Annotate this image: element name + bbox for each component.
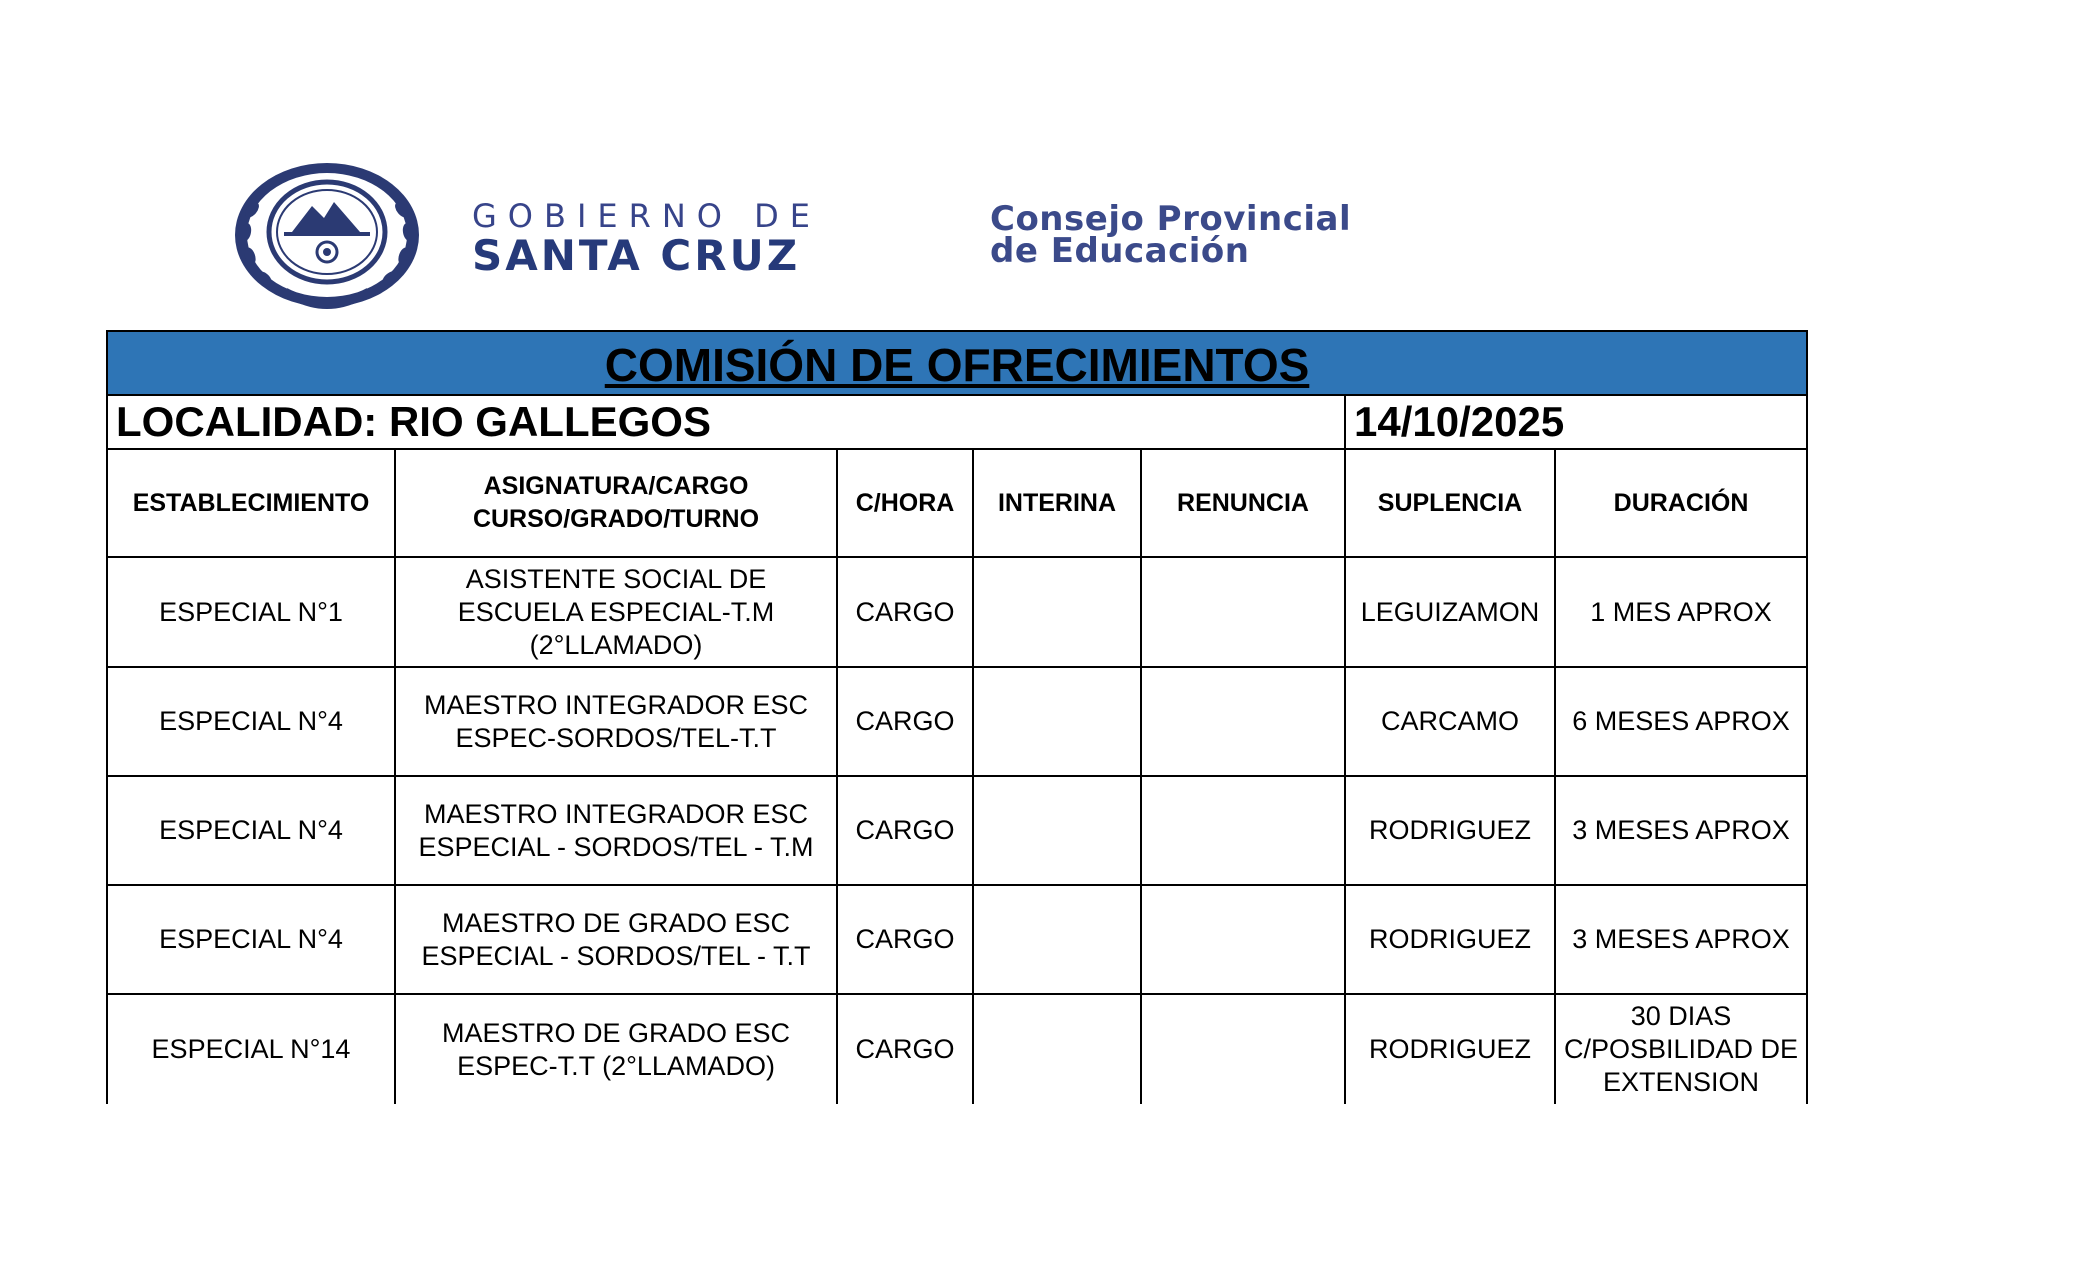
cell-establecimiento: ESPECIAL N°1 xyxy=(107,557,395,667)
cell-duracion: 30 DIAS C/POSBILIDAD DE EXTENSION xyxy=(1555,994,1807,1104)
cell-interina xyxy=(973,667,1141,776)
cell-asignatura: ASISTENTE SOCIAL DE ESCUELA ESPECIAL-T.M (2°LLAMADO) xyxy=(395,557,837,667)
cell-establecimiento: ESPECIAL N°4 xyxy=(107,667,395,776)
cell-establecimiento: ESPECIAL N°4 xyxy=(107,776,395,885)
cell-interina xyxy=(973,557,1141,667)
offers-table xyxy=(106,330,1808,1104)
locality-label: LOCALIDAD: RIO GALLEGOS xyxy=(107,395,1345,449)
council-line-2: de Educación xyxy=(990,231,1250,271)
column-header-suplencia: SUPLENCIA xyxy=(1345,449,1555,557)
santa-cruz-seal-logo xyxy=(232,160,422,310)
cell-renuncia xyxy=(1141,776,1345,885)
cell-duracion: 3 MESES APROX xyxy=(1555,776,1807,885)
council-wordmark xyxy=(990,199,1352,271)
cell-duracion: 1 MES APROX xyxy=(1555,557,1807,667)
column-header-establecimiento: ESTABLECIMIENTO xyxy=(107,449,395,557)
cell-chora: CARGO xyxy=(837,557,973,667)
column-header-interina: INTERINA xyxy=(973,449,1141,557)
council-line-1: Consejo Provincial xyxy=(990,199,1352,239)
government-wordmark xyxy=(472,198,821,278)
cell-chora: CARGO xyxy=(837,994,973,1104)
cell-suplencia: RODRIGUEZ xyxy=(1345,776,1555,885)
cell-renuncia xyxy=(1141,885,1345,994)
cell-chora: CARGO xyxy=(837,776,973,885)
table-row xyxy=(107,667,1807,776)
cell-renuncia xyxy=(1141,557,1345,667)
cell-establecimiento: ESPECIAL N°14 xyxy=(107,994,395,1104)
table-row xyxy=(107,994,1807,1104)
cell-renuncia xyxy=(1141,667,1345,776)
title-row xyxy=(107,331,1807,395)
column-header-renuncia: RENUNCIA xyxy=(1141,449,1345,557)
cell-interina xyxy=(973,885,1141,994)
column-header-asignatura: ASIGNATURA/CARGO CURSO/GRADO/TURNO xyxy=(395,449,837,557)
cell-renuncia xyxy=(1141,994,1345,1104)
cell-duracion: 6 MESES APROX xyxy=(1555,667,1807,776)
cell-chora: CARGO xyxy=(837,885,973,994)
cell-suplencia: LEGUIZAMON xyxy=(1345,557,1555,667)
cell-interina xyxy=(973,776,1141,885)
province-name: SANTA CRUZ xyxy=(472,231,801,280)
cell-suplencia: RODRIGUEZ xyxy=(1345,994,1555,1104)
column-header-row xyxy=(107,449,1807,557)
offer-date: 14/10/2025 xyxy=(1345,395,1807,449)
government-label: GOBIERNO DE xyxy=(472,197,821,235)
table-row xyxy=(107,885,1807,994)
cell-suplencia: CARCAMO xyxy=(1345,667,1555,776)
cell-duracion: 3 MESES APROX xyxy=(1555,885,1807,994)
table-row xyxy=(107,557,1807,667)
cell-establecimiento: ESPECIAL N°4 xyxy=(107,885,395,994)
cell-asignatura: MAESTRO INTEGRADOR ESC ESPECIAL - SORDOS/TEL - T.M xyxy=(395,776,837,885)
table-title: COMISIÓN DE OFRECIMIENTOS xyxy=(107,331,1807,395)
cell-asignatura: MAESTRO DE GRADO ESC ESPEC-T.T (2°LLAMADO) xyxy=(395,994,837,1104)
cell-asignatura: MAESTRO INTEGRADOR ESC ESPEC-SORDOS/TEL-T.T xyxy=(395,667,837,776)
locality-row xyxy=(107,395,1807,449)
table-row xyxy=(107,776,1807,885)
cell-chora: CARGO xyxy=(837,667,973,776)
column-header-duracion: DURACIÓN xyxy=(1555,449,1807,557)
page-header xyxy=(0,0,2100,320)
cell-interina xyxy=(973,994,1141,1104)
cell-asignatura: MAESTRO DE GRADO ESC ESPECIAL - SORDOS/TEL - T.T xyxy=(395,885,837,994)
cell-suplencia: RODRIGUEZ xyxy=(1345,885,1555,994)
column-header-chora: C/HORA xyxy=(837,449,973,557)
